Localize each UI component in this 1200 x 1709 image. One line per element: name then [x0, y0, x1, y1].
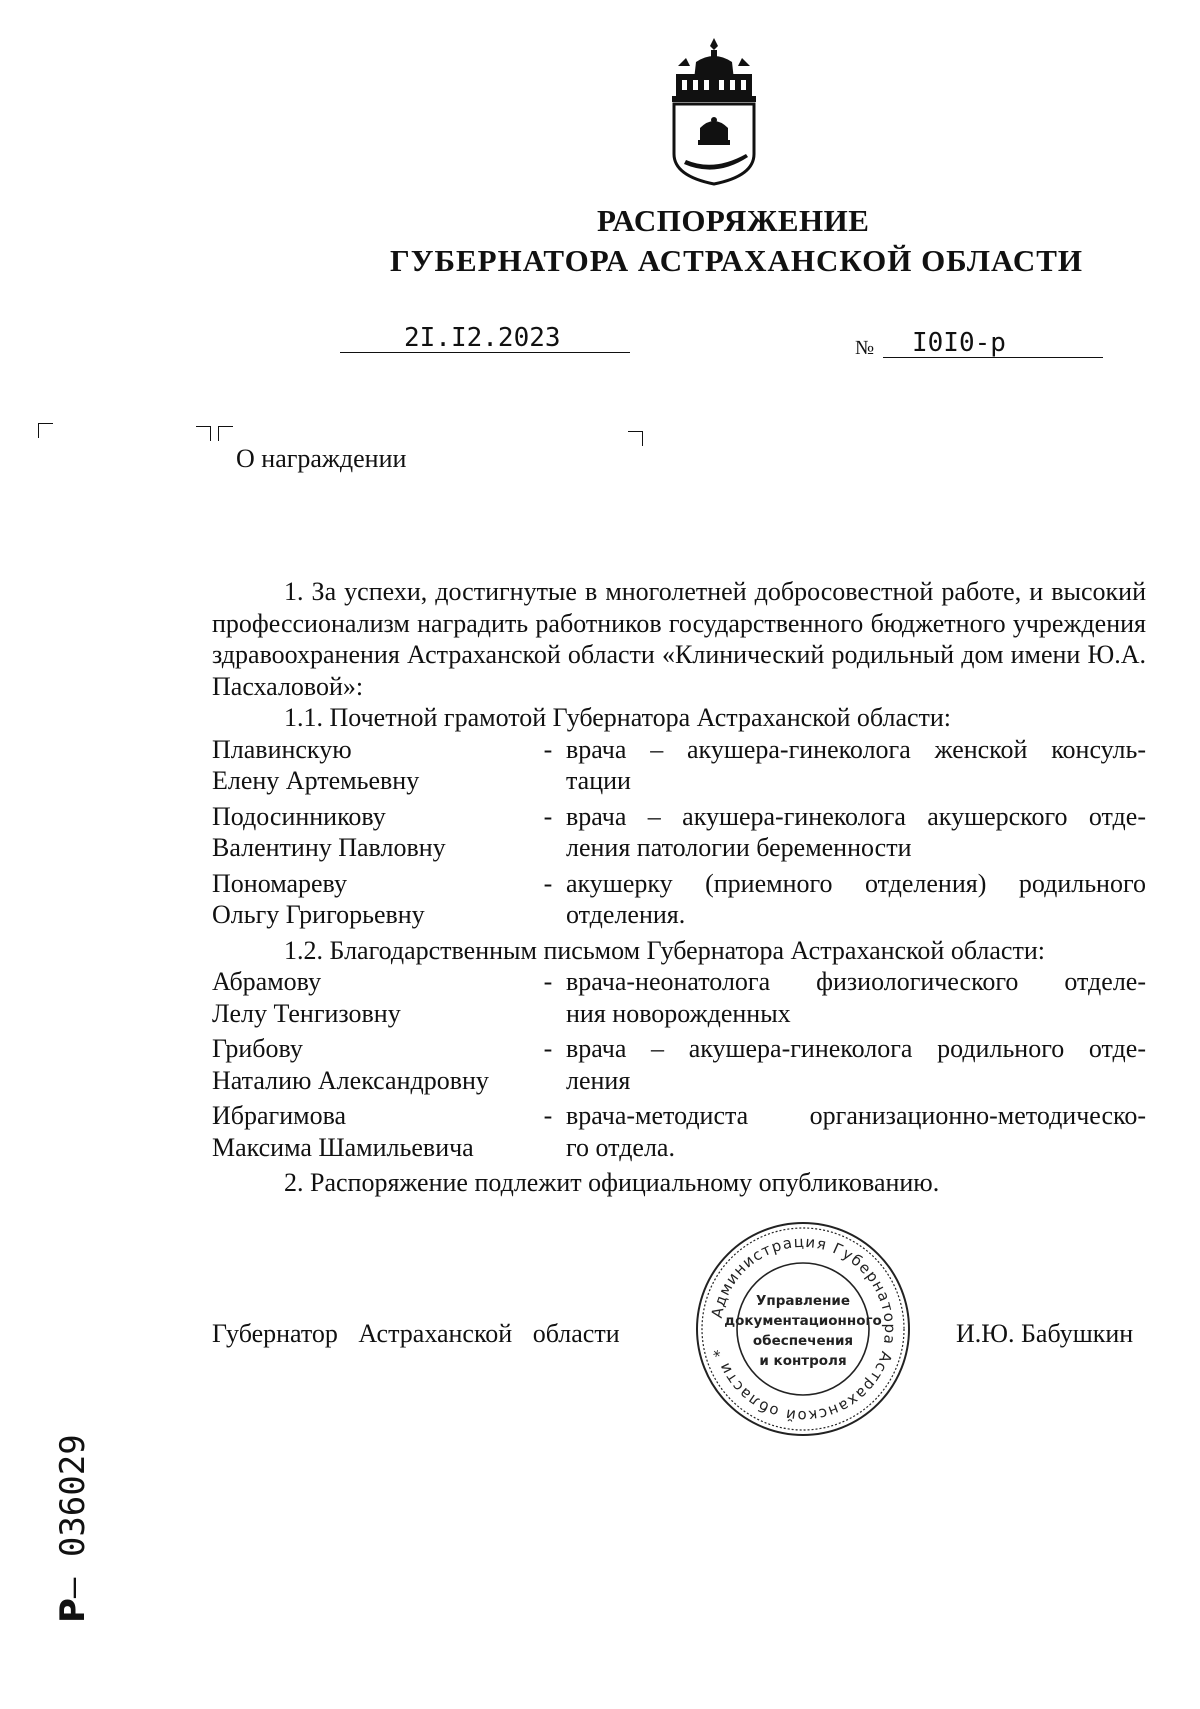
seal-center-text: и контроля [759, 1353, 847, 1369]
serial-digits: – 036029 [53, 1434, 93, 1599]
paragraph-1: 1. За успехи, достигнутые в многолетней добросовестной работе, и высокий профессионализм наградить работников государственного бюджетного учреждения здравоохранения Астраханской области «Клинический родильный дом имени Ю.А. Пасхаловой»: [212, 577, 1146, 701]
document-number: I0I0-р [912, 328, 1006, 358]
awardee-surname: Абрамову [212, 967, 322, 996]
dash-separator: - [543, 801, 553, 831]
seal-ring-text: Администрация Губернатора Астраханской области * [707, 1232, 900, 1426]
awardee-position: врача-методиста организационно-методическо- [566, 1101, 1146, 1130]
dash-separator: - [543, 1101, 553, 1130]
awardee-position: акушерку (приемного отделения) родильного [566, 868, 1146, 898]
number-sign: № [855, 337, 875, 359]
corner-mark [38, 423, 53, 438]
awardee-given-names: Елену Артемьевну [212, 766, 420, 795]
list-item [212, 801, 1146, 864]
document-date: 2I.I2.2023 [404, 323, 561, 353]
awardee-given-names: Наталию Александровну [212, 1065, 489, 1095]
signatory-position: Губернатор Астраханской области [212, 1319, 620, 1348]
list-item [212, 1100, 1146, 1163]
awardee-given-names: Валентину Павловну [212, 833, 446, 862]
seal-center-text: документационного [724, 1313, 882, 1329]
serial-number [53, 1434, 93, 1623]
awardee-surname: Плавинскую [212, 734, 352, 764]
document-subject: О награждении [236, 444, 407, 473]
list-item [212, 868, 1146, 931]
awardee-surname: Ибрагимова [212, 1101, 347, 1130]
corner-mark [196, 426, 211, 441]
coat-of-arms-emblem [666, 36, 762, 186]
issuer-title: ГУБЕРНАТОРА АСТРАХАНСКОЙ ОБЛАСТИ [390, 243, 1084, 278]
awardee-position: врача – акушера-гинеколога акушерского отде- [566, 801, 1146, 831]
awardee-position-cont: ления патологии беременности [566, 833, 912, 862]
awardee-surname: Пономареву [212, 868, 347, 898]
signatory-name: И.Ю. Бабушкин [956, 1319, 1134, 1348]
dash-separator: - [543, 967, 553, 996]
awardee-surname: Грибову [212, 1034, 303, 1063]
dash-separator: - [543, 734, 553, 764]
corner-mark [628, 431, 643, 446]
subsection-1-1: 1.1. Почетной грамотой Губернатора Астраханской области: [284, 703, 952, 732]
subsection-1-2: 1.2. Благодарственным письмом Губернатора Астраханской области: [284, 935, 1045, 965]
awardee-given-names: Лелу Тенгизовну [212, 998, 401, 1028]
awardee-given-names: Максима Шамильевича [212, 1132, 474, 1162]
awardee-position: врача – акушера-гинеколога родильного отде- [566, 1034, 1146, 1063]
serial-prefix: Р [53, 1598, 93, 1623]
official-seal [693, 1219, 913, 1439]
awardee-position-cont: ления [566, 1065, 631, 1095]
awardee-surname: Подосинникову [212, 801, 386, 831]
paragraph-2: 2. Распоряжение подлежит официальному опубликованию. [284, 1168, 940, 1197]
document-type-title: РАСПОРЯЖЕНИЕ [597, 203, 870, 238]
awardee-position: врача-неонатолога физиологического отделе- [566, 967, 1146, 996]
list-item [212, 1033, 1146, 1096]
awardee-position-cont: ния новорожденных [566, 998, 791, 1028]
dash-separator: - [543, 1034, 553, 1063]
seal-center-text: Управление [755, 1293, 851, 1309]
list-item [212, 966, 1146, 1029]
awardee-position-cont: го отдела. [566, 1132, 675, 1162]
seal-center-text: обеспечения [752, 1333, 854, 1349]
dash-separator: - [543, 868, 553, 898]
awardee-position-cont: тации [566, 766, 631, 795]
list-item [212, 734, 1146, 797]
corner-mark [218, 426, 233, 441]
awardee-position: врача – акушера-гинеколога женской консуль- [566, 734, 1146, 764]
document-body [212, 576, 1146, 1199]
awardee-given-names: Ольгу Григорьевну [212, 900, 425, 929]
awardee-position-cont: отделения. [566, 900, 686, 929]
